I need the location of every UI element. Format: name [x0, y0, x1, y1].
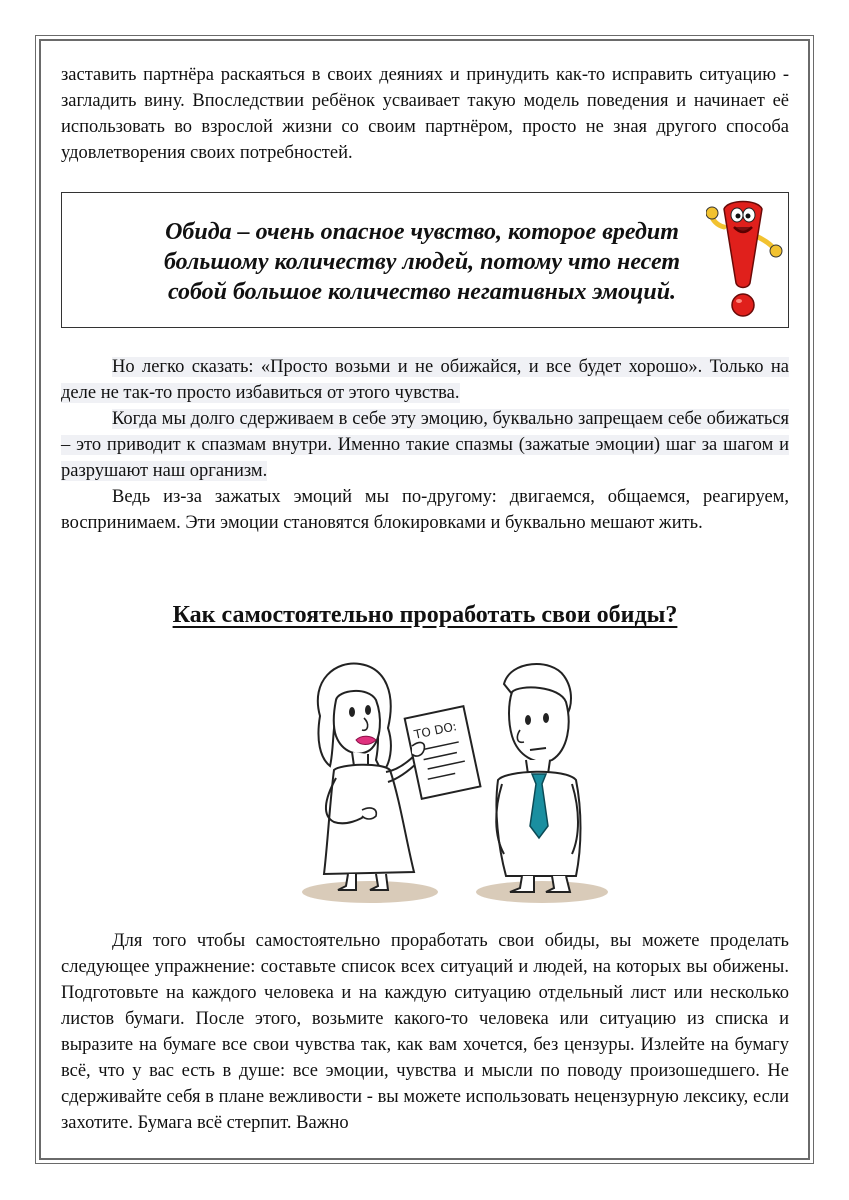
paragraph-3 [61, 406, 789, 484]
paragraph-2 [61, 354, 789, 406]
callout-line-1: Обида – очень опасное чувство, которое вредит [165, 219, 679, 245]
paragraph-1: заставить партнёра раскаяться в своих деяниях и принудить как-то исправить ситуацию - загладить вину. Впоследствии ребёнок усваивает такую модель поведения и начинает её использовать во взрослой жизни со своим партнёром, просто не зная другого способа удовлетворения своих потребностей. [61, 65, 789, 163]
paragraph-5: Для того чтобы самостоятельно проработать свои обиды, вы можете проделать следующее упражнение: составьте список всех ситуаций и людей, на которых вы обижены. Подготовьте на каждого человека и на каждую ситуацию отдельный лист или несколько листов бумаги. После этого, возьмите какого-то человека или ситуацию из списка и выразите на бумаге все свои чувства так, как вам хочется, без цензуры. Излейте на бумагу всё, что у вас есть в душе: все эмоции, чувства и мысли по поводу произошедшего. Не сдерживайте себя в плане вежливости - вы можете использовать нецензурную лексику, если захотите. Бумага всё стерпит. Важно [61, 931, 789, 1133]
callout-box [61, 192, 789, 328]
exclamation-mark-cartoon-icon [706, 197, 784, 319]
paragraph-3-text: Когда мы долго сдерживаем в себе эту эмоцию, буквально запрещаем себе обижаться – это приводит к спазмам внутри. Именно такие спазмы (зажатые эмоции) шаг за шагом и разрушают наш организм. [61, 409, 789, 481]
callout-text [142, 217, 702, 307]
paragraph-4: Ведь из-за зажатых эмоций мы по-другому: двигаемся, общаемся, реагируем, воспринимаем. Эти эмоции становятся блокировками и буквально мешают жить. [61, 487, 789, 533]
todo-list-illustration [290, 650, 620, 912]
section-heading: Как самостоятельно проработать свои обиды? [172, 602, 678, 628]
note-text: TO DO: [412, 719, 458, 742]
paragraph-2-text: Но легко сказать: «Просто возьми и не обижайся, и все будет хорошо». Только на деле не так-то просто избавиться от этого чувства. [61, 357, 789, 403]
callout-line-2: большому количеству людей, потому что несет [163, 249, 681, 275]
callout-line-3: собой большое количество негативных эмоций. [167, 279, 677, 305]
